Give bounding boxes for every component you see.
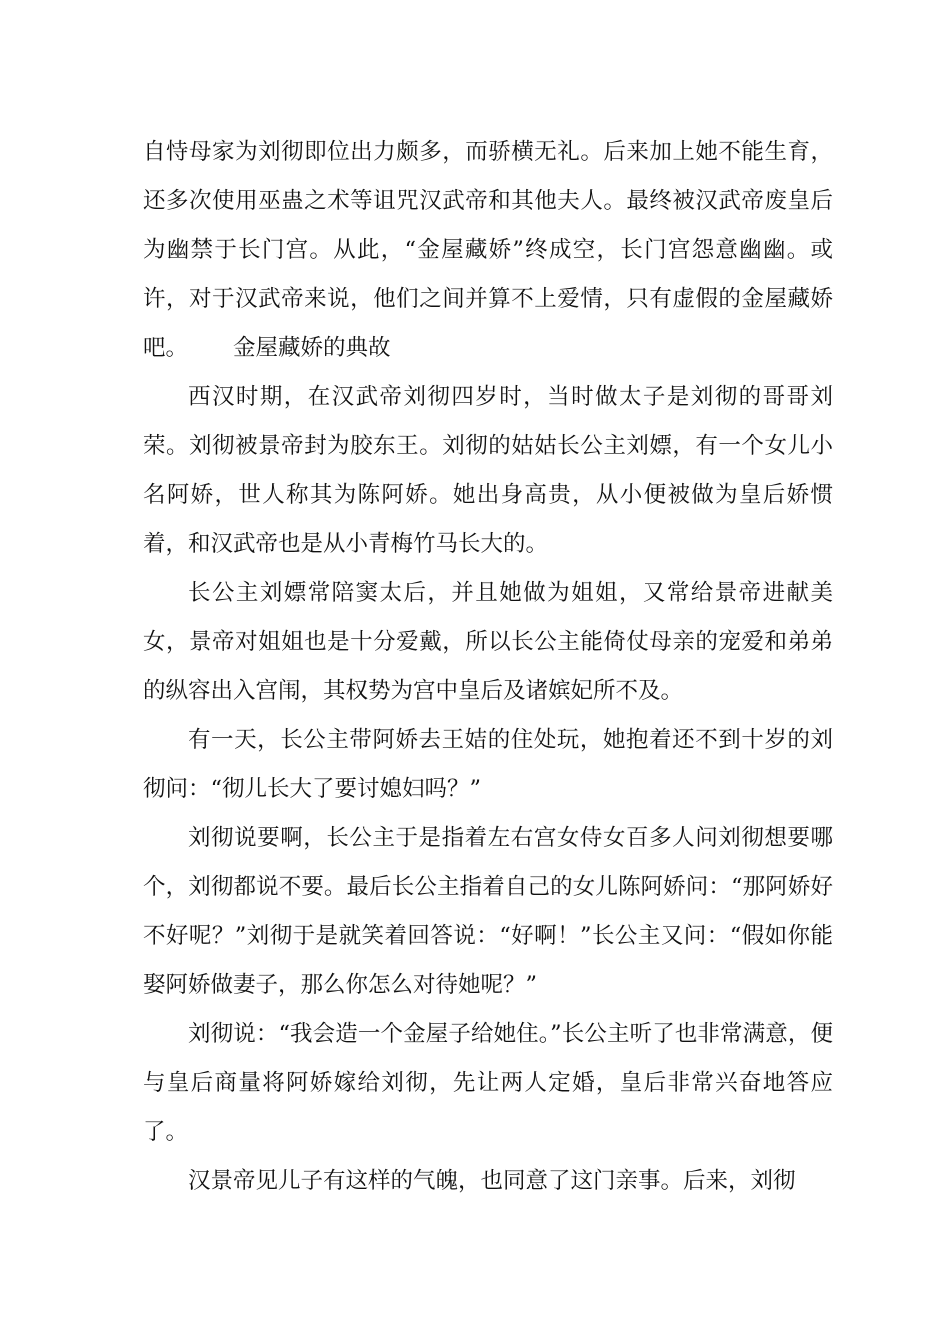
paragraph-1 [143,128,833,373]
paragraph-4: 有一天，长公主带阿娇去王姞的住处玩，她抱着还不到十岁的刘彻问：“彻儿长大了要讨媳妇吗？” [143,727,833,802]
paragraph-1-text: 自恃母家为刘彻即位出力颇多，而骄横无礼。后来加上她不能生育，还多次使用巫蛊之术等诅咒汉武帝和其他夫人。最终被汉武帝废皇后为幽禁于长门宫。从此，“金屋藏娇”终成空，长门宫怨意幽幽。或许，对于汉武帝来说，他们之间并算不上爱情，只有虚假的金屋藏娇吧。 [143,139,833,361]
paragraph-2: 西汉时期，在汉武帝刘彻四岁时，当时做太子是刘彻的哥哥刘荣。刘彻被景帝封为胶东王。刘彻的姑姑长公主刘嫖，有一个女儿小名阿娇，世人称其为陈阿娇。她出身高贵，从小便被做为皇后娇惯着，和汉武帝也是从小青梅竹马长大的。 [143,384,833,557]
paragraph-6: 刘彻说：“我会造一个金屋子给她住。”长公主听了也非常满意，便与皇后商量将阿娇嫁给刘彻，先让两人定婚，皇后非常兴奋地答应了。 [143,1021,833,1145]
paragraph-3: 长公主刘嫖常陪窦太后，并且她做为姐姐，又常给景帝进献美女，景帝对姐姐也是十分爱戴，所以长公主能倚仗母亲的宠爱和弟弟的纵容出入宫闱，其权势为宫中皇后及诸嫔妃所不及。 [143,580,833,704]
document-body [143,128,833,1206]
paragraph-5: 刘彻说要啊，长公主于是指着左右宫女侍女百多人问刘彻想要哪个，刘彻都说不要。最后长公主指着自己的女儿陈阿娇问：“那阿娇好不好呢？”刘彻于是就笑着回答说：“好啊！”长公主又问：“假如你能娶阿娇做妻子，那么你怎么对待她呢？” [143,825,833,998]
section-heading: 金屋藏娇的典故 [233,335,391,361]
paragraph-7: 汉景帝见儿子有这样的气魄，也同意了这门亲事。后来，刘彻 [188,1168,796,1194]
